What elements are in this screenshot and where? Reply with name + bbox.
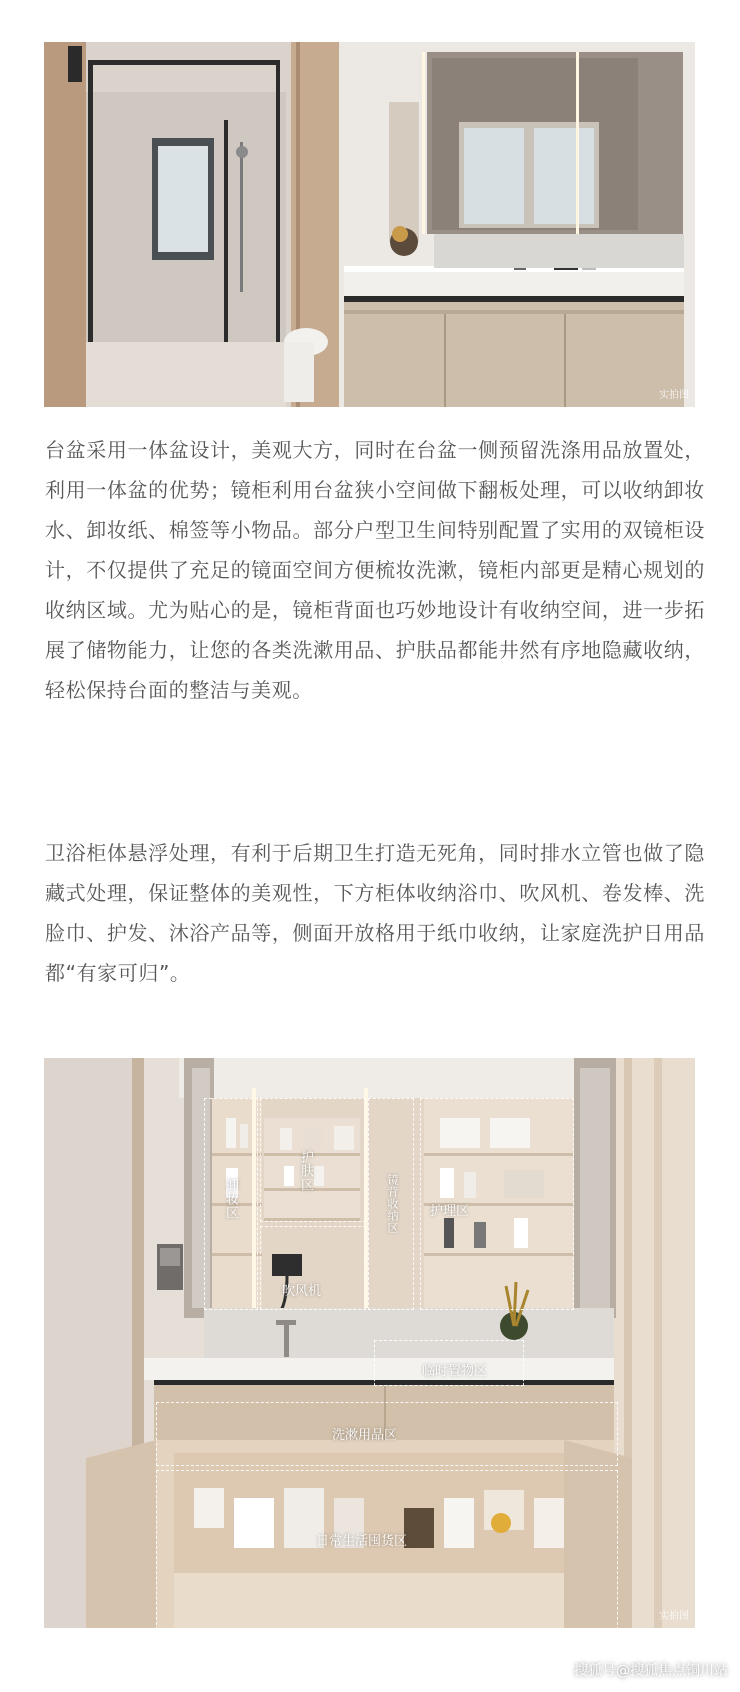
storage-photo	[44, 1058, 695, 1628]
paragraph-cabinet: 卫浴柜体悬浮处理，有利于后期卫生打造无死角，同时排水立管也做了隐藏式处理，保证整体的美观性，下方柜体收纳浴巾、吹风机、卷发棒、洗脸巾、护发、沐浴产品等，侧面开放格用于纸巾收纳，让家庭洗护日用品都“有家可归”。	[45, 841, 705, 985]
zone-label-wash: 洗漱用品区	[332, 1428, 398, 1443]
photo-tag: 实拍图	[659, 1611, 689, 1622]
bathroom-photo	[44, 42, 695, 407]
zone-label-mirror-back: 镜背收纳区	[386, 1174, 399, 1234]
zone-label-care: 护理区	[430, 1204, 470, 1219]
zone-label-daily: 日常生活囤货区	[316, 1534, 408, 1549]
paragraph-vanity: 台盆采用一体盆设计，美观大方，同时在台盆一侧预留洗涤用品放置处，利用一体盆的优势；镜柜利用台盆狭小空间做下翻板处理，可以收纳卸妆水、卸妆纸、棉签等小物品。部分户型卫生间特别配置了实用的双镜柜设计，不仅提供了充足的镜面空间方便梳妆洗漱，镜柜内部更是精心规划的收纳区域。尤为贴心的是，镜柜背面也巧妙地设计有收纳空间，进一步拓展了储物能力，让您的各类洗漱用品、护肤品都能井然有序地隐藏收纳，轻松保持台面的整洁与美观。	[45, 438, 705, 702]
zone-box-daily	[156, 1470, 618, 1628]
zone-label-hairdryer: 吹风机	[282, 1284, 322, 1299]
source-watermark: 搜狐号@搜狐焦点铜川站	[574, 1663, 728, 1679]
photo-tag: 实拍图	[659, 390, 689, 401]
zone-label-skincare: 护肤区	[298, 1150, 313, 1192]
zone-label-makeup: 卸妆区	[223, 1178, 238, 1220]
zone-label-temp: 临时置物区	[422, 1364, 488, 1379]
bathroom-photo-art	[44, 42, 695, 407]
